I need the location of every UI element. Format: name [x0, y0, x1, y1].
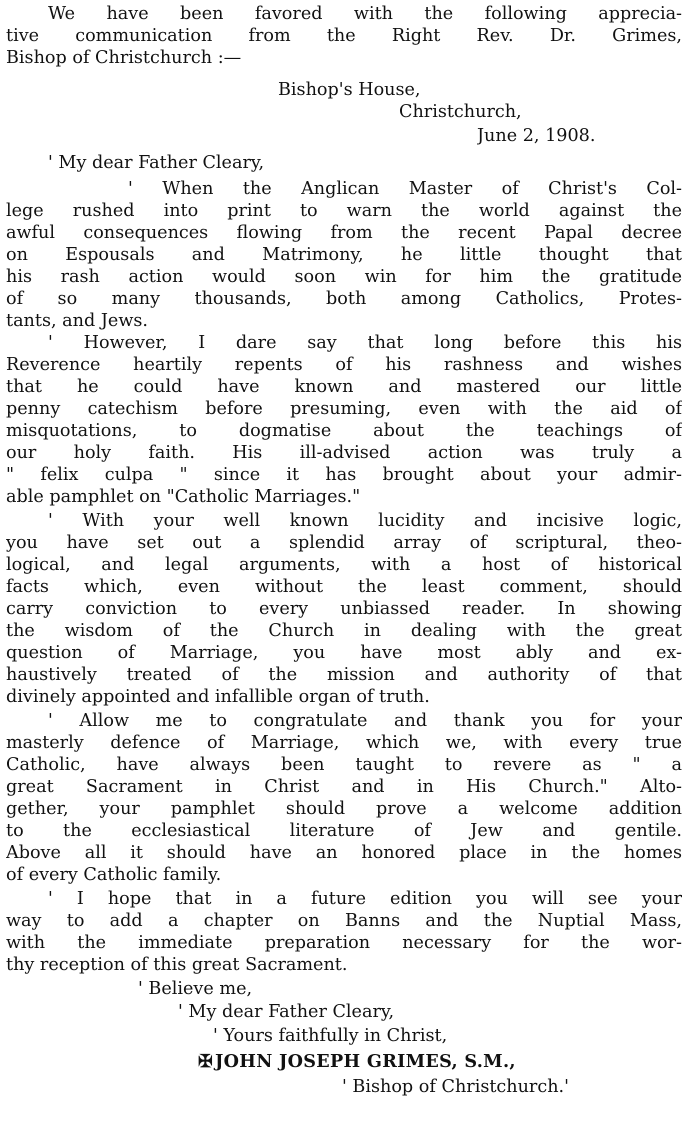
body-line: that he could have known and mastered our little: [6, 377, 682, 397]
signature-name: JOHN JOSEPH GRIMES, S.M.,: [215, 1051, 516, 1072]
body-line: way to add a chapter on Banns and the Nuptial Mass,: [6, 911, 682, 931]
closing-dear: ' My dear Father Cleary,: [178, 1002, 395, 1022]
body-line: misquotations, to dogmatise about the teachings of: [6, 421, 682, 441]
body-line: facts which, even without the least comment, should: [6, 577, 682, 597]
body-line: of every Catholic family.: [6, 865, 222, 885]
body-line: able pamphlet on "Catholic Marriages.": [6, 487, 361, 507]
body-line: great Sacrament in Christ and in His Church." Alto-: [6, 777, 682, 797]
body-line: thy reception of this great Sacrament.: [6, 955, 348, 975]
signature-title: ' Bishop of Christchurch.': [342, 1077, 569, 1097]
body-line: the wisdom of the Church in dealing with the great: [6, 621, 682, 641]
body-line: Reverence heartily repents of his rashness and wishes: [6, 355, 682, 375]
body-line: divinely appointed and infallible organ of truth.: [6, 687, 430, 707]
body-line: " felix culpa " since it has brought about your admir-: [6, 465, 682, 485]
salutation: ' My dear Father Cleary,: [48, 153, 265, 173]
body-line: tants, and Jews.: [6, 311, 148, 331]
body-line: logical, and legal arguments, with a host of historical: [6, 555, 682, 575]
body-line: masterly defence of Marriage, which we, with every true: [6, 733, 682, 753]
body-line: ' Allow me to congratulate and thank you for your: [48, 711, 682, 731]
body-line: with the immediate preparation necessary for the wor-: [6, 933, 682, 953]
address-city: Christchurch,: [399, 102, 522, 122]
body-line: ' However, I dare say that long before this his: [48, 333, 682, 353]
cross-icon: ✠: [198, 1051, 214, 1072]
body-line: penny catechism before presuming, even with the aid of: [6, 399, 682, 419]
body-line: Catholic, have always been taught to revere as " a: [6, 755, 682, 775]
body-line: gether, your pamphlet should prove a welcome addition: [6, 799, 682, 819]
body-line: Above all it should have an honored place in the homes: [6, 843, 682, 863]
body-line: ' With your well known lucidity and incisive logic,: [48, 511, 682, 531]
body-line: his rash action would soon win for him the gratitude: [6, 267, 682, 287]
intro-line: tive communication from the Right Rev. Dr. Grimes,: [6, 26, 682, 46]
intro-line: Bishop of Christchurch :—: [6, 48, 242, 68]
body-line: our holy faith. His ill-advised action was truly a: [6, 443, 682, 463]
body-line: awful consequences flowing from the recent Papal decree: [6, 223, 682, 243]
body-line: ' I hope that in a future edition you will see your: [48, 889, 682, 909]
body-line: to the ecclesiastical literature of Jew and gentile.: [6, 821, 682, 841]
address-date: June 2, 1908.: [477, 126, 596, 146]
body-line: carry conviction to every unbiassed reader. In showing: [6, 599, 682, 619]
body-line: ' When the Anglican Master of Christ's Col-: [128, 179, 682, 199]
closing-yours: ' Yours faithfully in Christ,: [213, 1026, 448, 1046]
closing-believe: ' Believe me,: [138, 979, 253, 999]
body-line: question of Marriage, you have most ably and ex-: [6, 643, 682, 663]
body-line: of so many thousands, both among Catholics, Protes-: [6, 289, 682, 309]
signature-line: [198, 1051, 682, 1073]
intro-line: We have been favored with the following apprecia-: [48, 4, 682, 24]
address-house: Bishop's House,: [278, 80, 421, 100]
body-line: on Espousals and Matrimony, he little thought that: [6, 245, 682, 265]
body-line: lege rushed into print to warn the world against the: [6, 201, 682, 221]
body-line: you have set out a splendid array of scriptural, theo-: [6, 533, 682, 553]
body-line: haustively treated of the mission and authority of that: [6, 665, 682, 685]
